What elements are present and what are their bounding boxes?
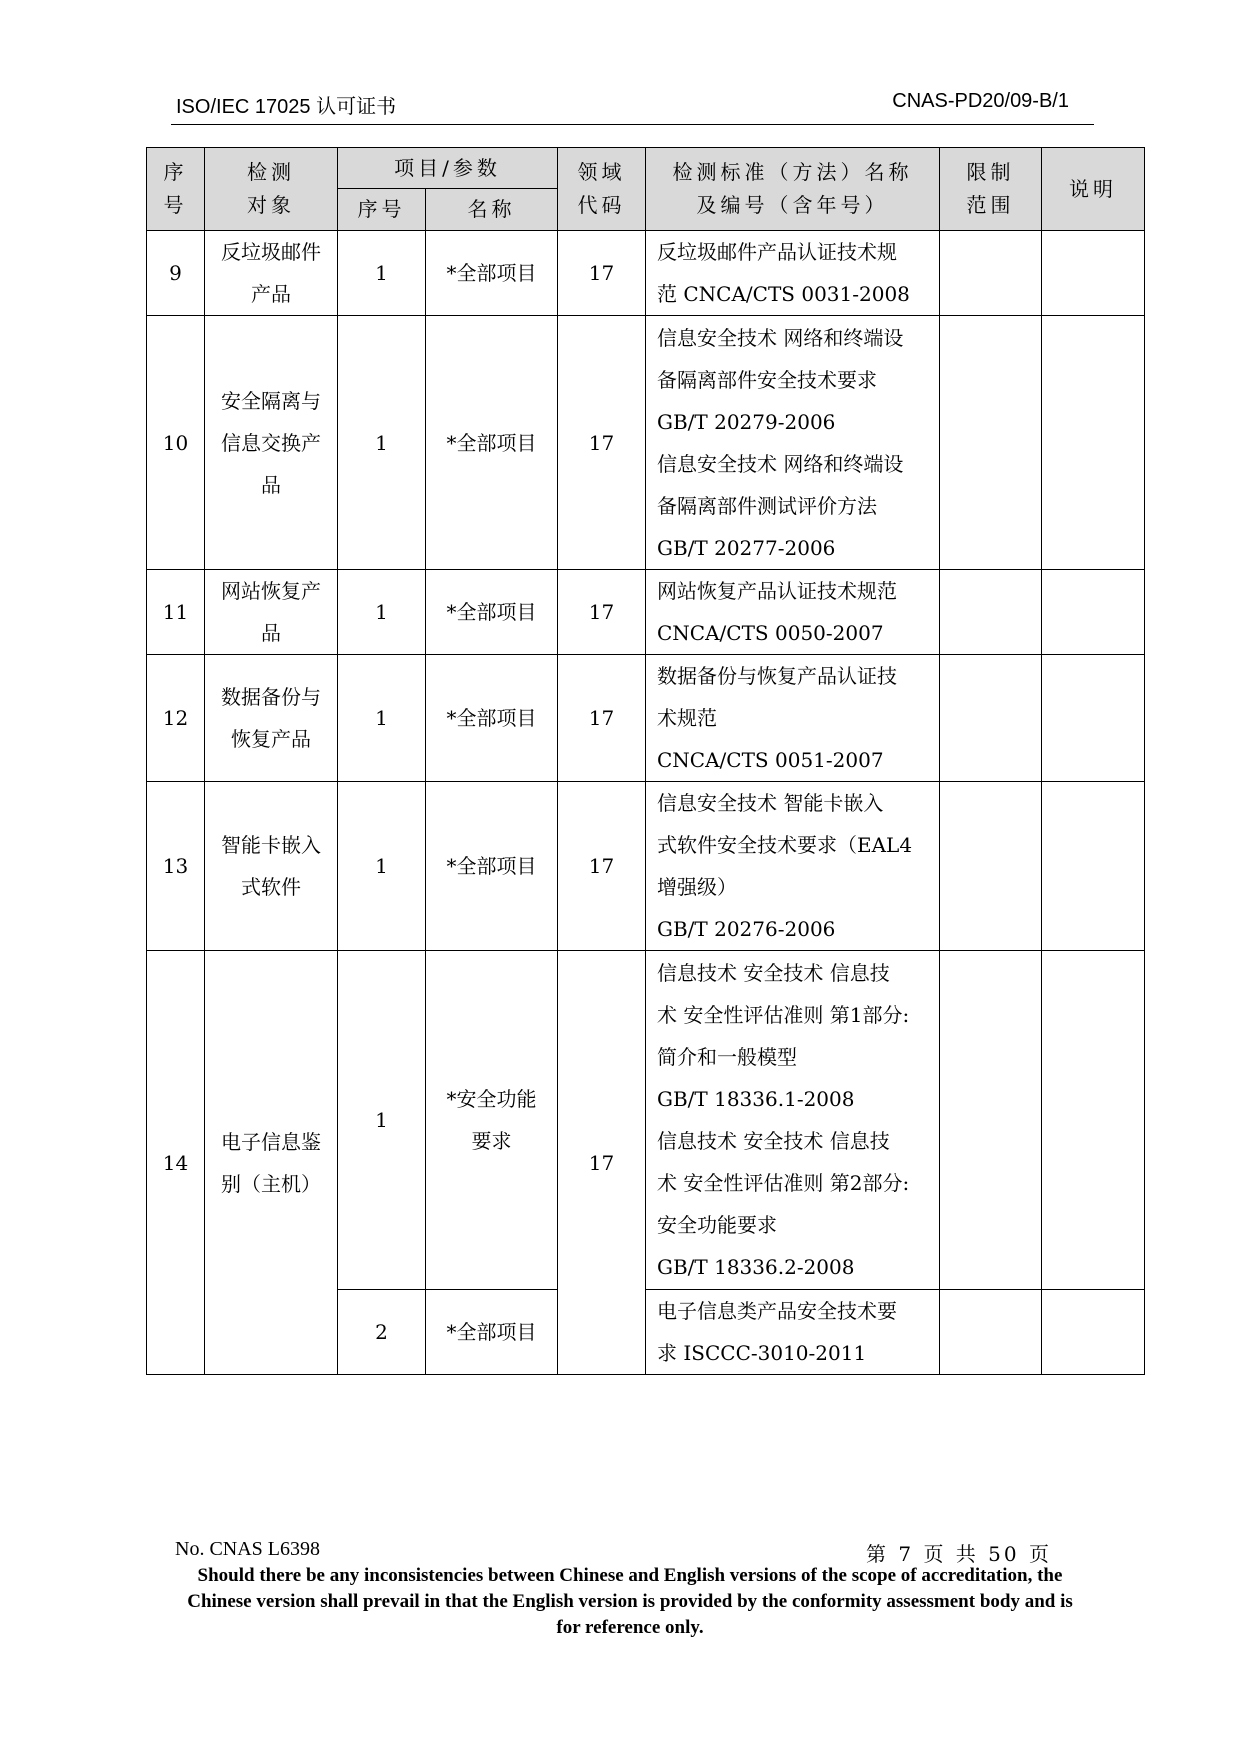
col-header-object: 检测 对象: [205, 148, 338, 231]
footer-language-disclaimer: Should there be any inconsistencies between Chinese and English versions of the scope of accreditation, the Chinese version shall prevail in that the English version is provided by the conformity assessment body and is for reference only.: [187, 1565, 1073, 1638]
note-cell: [1042, 655, 1145, 782]
col-header-item-name: 名称: [426, 189, 558, 231]
field-code: 17: [558, 951, 646, 1375]
table-row: [147, 316, 1145, 570]
table-row: [147, 655, 1145, 782]
standard-text: 电子信息类产品安全技术要 求 ISCCC-3010-2011: [646, 1290, 940, 1375]
item-name: *全部项目: [426, 782, 558, 951]
item-seq: 1: [338, 782, 426, 951]
limit-cell: [940, 231, 1042, 316]
item-name: *全部项目: [426, 655, 558, 782]
field-code: 17: [558, 570, 646, 655]
accreditation-scope-table: [146, 147, 1145, 1375]
item-seq: 1: [338, 951, 426, 1290]
item-seq: 1: [338, 231, 426, 316]
field-code: 17: [558, 231, 646, 316]
item-name: *安全功能 要求: [426, 951, 558, 1290]
row-object: 数据备份与 恢复产品: [205, 655, 338, 782]
header-document-code: CNAS-PD20/09-B/1: [892, 90, 1069, 112]
col-header-standard: 检测标准（方法）名称 及编号（含年号）: [646, 148, 940, 231]
table-row: [147, 231, 1145, 316]
limit-cell: [940, 782, 1042, 951]
note-cell: [1042, 231, 1145, 316]
field-code: 17: [558, 316, 646, 570]
standard-text: 网站恢复产品认证技术规范 CNCA/CTS 0050-2007: [646, 570, 940, 655]
row-seq: 10: [147, 316, 205, 570]
standard-text: 信息安全技术 智能卡嵌入 式软件安全技术要求（EAL4 增强级） GB/T 20276-2006: [646, 782, 940, 951]
row-seq: 14: [147, 951, 205, 1375]
limit-cell: [940, 1290, 1042, 1375]
item-name: *全部项目: [426, 231, 558, 316]
col-header-seq: 序 号: [147, 148, 205, 231]
col-header-item-seq: 序号: [338, 189, 426, 231]
row-seq: 11: [147, 570, 205, 655]
col-header-item-group: 项目/参数: [338, 148, 558, 189]
note-cell: [1042, 1290, 1145, 1375]
col-header-field-code: 领域 代码: [558, 148, 646, 231]
standard-text: 数据备份与恢复产品认证技 术规范 CNCA/CTS 0051-2007: [646, 655, 940, 782]
col-header-limit: 限制 范围: [940, 148, 1042, 231]
footer-page-number: 第 7 页 共 50 页: [866, 1542, 1052, 1566]
row-object: 安全隔离与 信息交换产 品: [205, 316, 338, 570]
table-row: [147, 951, 1145, 1290]
item-name: *全部项目: [426, 316, 558, 570]
row-object: 智能卡嵌入 式软件: [205, 782, 338, 951]
row-object: 反垃圾邮件 产品: [205, 231, 338, 316]
row-seq: 13: [147, 782, 205, 951]
item-seq: 1: [338, 316, 426, 570]
header-divider: [171, 124, 1094, 125]
row-seq: 9: [147, 231, 205, 316]
limit-cell: [940, 951, 1042, 1290]
standard-text: 反垃圾邮件产品认证技术规 范 CNCA/CTS 0031-2008: [646, 231, 940, 316]
field-code: 17: [558, 782, 646, 951]
table-row: [147, 570, 1145, 655]
standard-text: 信息安全技术 网络和终端设 备隔离部件安全技术要求 GB/T 20279-2006 信息安全技术 网络和终端设 备隔离部件测试评价方法 GB/T 20277-2006: [646, 316, 940, 570]
note-cell: [1042, 570, 1145, 655]
row-object: 电子信息鉴 别（主机）: [205, 951, 338, 1375]
table-row: [147, 782, 1145, 951]
limit-cell: [940, 655, 1042, 782]
limit-cell: [940, 570, 1042, 655]
standard-text: 信息技术 安全技术 信息技 术 安全性评估准则 第1部分: 简介和一般模型 GB/T 18336.1-2008 信息技术 安全技术 信息技 术 安全性评估准则 第2部分: 安全功能要求 GB/T 18336.2-2008: [646, 951, 940, 1290]
footer-certificate-number: No. CNAS L6398: [175, 1538, 321, 1560]
item-seq: 1: [338, 655, 426, 782]
note-cell: [1042, 316, 1145, 570]
note-cell: [1042, 782, 1145, 951]
row-seq: 12: [147, 655, 205, 782]
field-code: 17: [558, 655, 646, 782]
item-name: *全部项目: [426, 570, 558, 655]
item-seq: 1: [338, 570, 426, 655]
row-object: 网站恢复产 品: [205, 570, 338, 655]
header-certificate-title: ISO/IEC 17025 认可证书: [176, 96, 397, 118]
item-name: *全部项目: [426, 1290, 558, 1375]
note-cell: [1042, 951, 1145, 1290]
col-header-note: 说明: [1042, 148, 1145, 231]
limit-cell: [940, 316, 1042, 570]
item-seq: 2: [338, 1290, 426, 1375]
